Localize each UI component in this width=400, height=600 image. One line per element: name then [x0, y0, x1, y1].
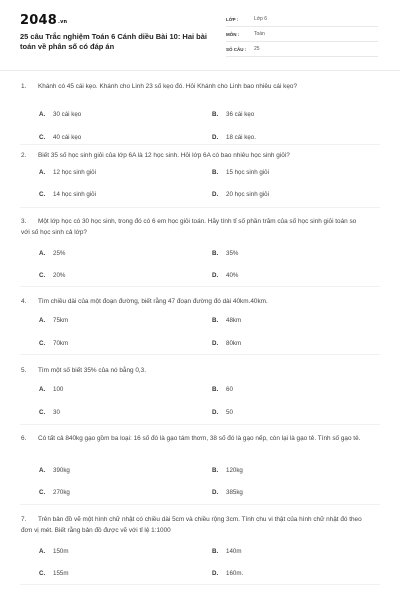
- question-text: 2. Biết 35 số học sinh giỏi của lớp 6A là 12 học sinh. Hỏi lớp 6A có bao nhiêu học sinh giỏi?: [21, 152, 290, 159]
- option-b[interactable]: B. 48km: [212, 317, 242, 324]
- question-divider: [20, 584, 380, 585]
- meta-info: [226, 12, 378, 57]
- question-text: 4. Tìm chiều dài của một đoạn đường, biết rằng 47 đoạn đường đó dài 40km.40km.: [21, 298, 268, 305]
- meta-label: LỚP :: [226, 16, 239, 22]
- meta-value: Lớp 6: [254, 16, 268, 22]
- meta-value: 25: [254, 46, 260, 52]
- option-c[interactable]: C. 20%: [39, 272, 66, 279]
- option-a[interactable]: A. 30 cái kẹo: [39, 111, 82, 118]
- question-text: 5. Tìm một số biết 35% của nó bằng 0,3.: [21, 367, 146, 374]
- option-c[interactable]: C. 30: [39, 409, 60, 416]
- option-a[interactable]: A. 75km: [39, 317, 69, 324]
- site-logo[interactable]: 2048.vn: [20, 13, 68, 28]
- question-text: 1. Khánh có 45 cái kẹo. Khánh cho Linh 23 số kẹo đó. Hỏi Khánh cho Linh bao nhiêu cái kẹo?: [21, 83, 298, 90]
- option-d[interactable]: D. 80km: [212, 340, 242, 347]
- document-title: 25 câu Trắc nghiệm Toán 6 Cánh diều Bài 10: Hai bài toán về phân số có đáp án: [20, 32, 207, 51]
- question-divider: [20, 144, 380, 145]
- option-a[interactable]: A. 12 học sinh giỏi: [39, 169, 96, 176]
- header: [0, 0, 400, 68]
- meta-row-count: [226, 42, 378, 57]
- option-d[interactable]: D. 20 học sinh giỏi: [212, 191, 269, 198]
- meta-label: MÔN :: [226, 31, 240, 37]
- option-d[interactable]: D. 50: [212, 409, 233, 416]
- question-divider: [20, 286, 380, 287]
- option-a[interactable]: A. 25%: [39, 250, 66, 257]
- option-b[interactable]: B. 140m: [212, 548, 242, 555]
- option-a[interactable]: A. 100: [39, 386, 64, 393]
- option-d[interactable]: D. 160m.: [212, 570, 244, 577]
- question-text: 7. Trên bản đồ vẽ một hình chữ nhật có chiều dài 5cm và chiều rộng 3cm. Tính chu vi thật của hình chữ nhật đó theo đơn vị mét. Biết rằng bản đồ được vẽ với tỉ lệ 1:1000: [21, 516, 362, 534]
- question-divider: [20, 504, 380, 505]
- option-c[interactable]: C. 155m: [39, 570, 69, 577]
- option-c[interactable]: C. 40 cái kẹo: [39, 134, 82, 141]
- header-divider: [0, 70, 400, 71]
- meta-value: Toán: [254, 31, 265, 37]
- option-d[interactable]: D. 385kg: [212, 489, 243, 496]
- option-b[interactable]: B. 120kg: [212, 467, 243, 474]
- option-a[interactable]: A. 390kg: [39, 467, 70, 474]
- option-c[interactable]: C. 70km: [39, 340, 69, 347]
- option-b[interactable]: B. 60: [212, 386, 233, 393]
- option-d[interactable]: D. 18 cái kẹo.: [212, 134, 256, 141]
- option-b[interactable]: B. 35%: [212, 250, 239, 257]
- question-divider: [20, 354, 380, 355]
- meta-row-subject: [226, 27, 378, 42]
- option-b[interactable]: B. 36 cái kẹo: [212, 111, 255, 118]
- option-a[interactable]: A. 150m: [39, 548, 69, 555]
- question-text: 6. Có tất cả 840kg gạo gồm ba loại: 16 số đó là gạo tám thơm, 38 số đó là gạo nếp, còn lại là gạo tẻ. Tính số gạo tẻ.: [21, 435, 361, 442]
- option-b[interactable]: B. 15 học sinh giỏi: [212, 169, 269, 176]
- question-divider: [20, 207, 380, 208]
- question-text: 3. Một lớp học có 30 học sinh, trong đó có 6 em học giỏi toán. Hãy tính tỉ số phần trăm của số học sinh giỏi toán so với số học sinh cả lớp?: [21, 218, 357, 236]
- meta-row-class: [226, 12, 378, 27]
- question-divider: [20, 424, 380, 425]
- option-c[interactable]: C. 14 học sinh giỏi: [39, 191, 96, 198]
- option-d[interactable]: D. 40%: [212, 272, 239, 279]
- meta-label: SỐ CÂU :: [226, 46, 247, 52]
- option-c[interactable]: C. 270kg: [39, 489, 70, 496]
